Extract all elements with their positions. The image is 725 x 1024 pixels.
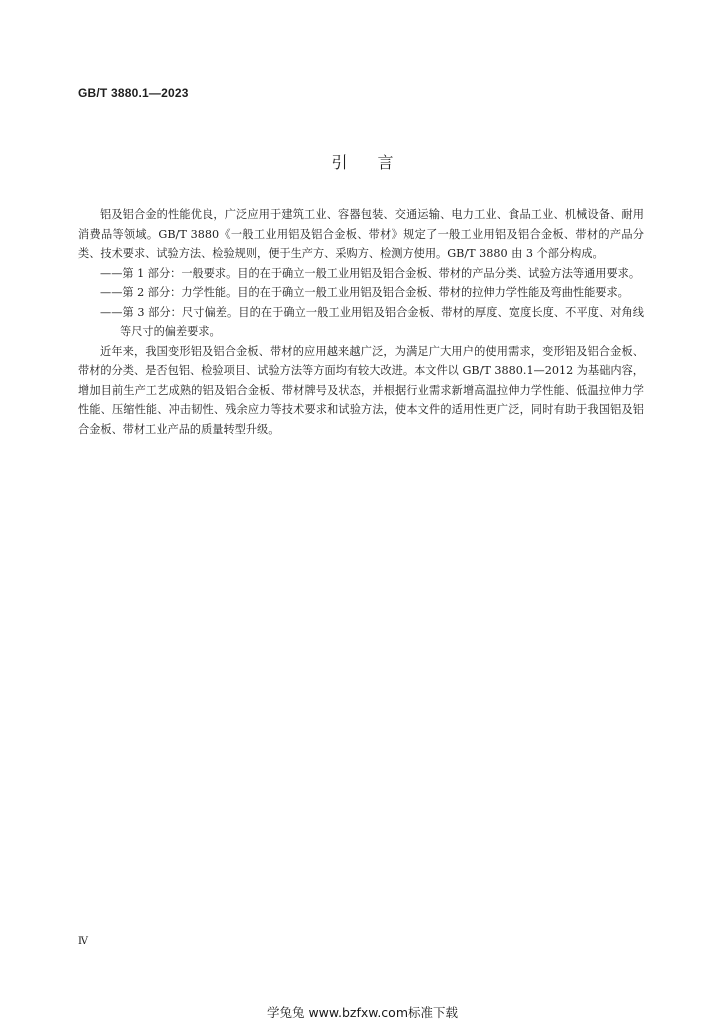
part-list-item: ——第 3 部分：尺寸偏差。目的在于确立一般工业用铝及铝合金板、带材的厚度、宽度长度、不平度、对角线等尺寸的偏差要求。: [100, 305, 644, 338]
page-number: Ⅳ: [78, 936, 88, 947]
introduction-body: [78, 205, 644, 439]
site-watermark: 学兔兔 www.bzfxw.com标准下载: [266, 1005, 458, 1020]
page-title: 引言: [331, 153, 424, 172]
part-list-item: ——第 1 部分：一般要求。目的在于确立一般工业用铝及铝合金板、带材的产品分类、试验方法等通用要求。: [100, 266, 641, 280]
standard-code: GB/T 3880.1—2023: [78, 86, 189, 100]
intro-paragraph: 铝及铝合金的性能优良，广泛应用于建筑工业、容器包装、交通运输、电力工业、食品工业、机械设备、耐用消费品等领域。GB/T 3880《一般工业用铝及铝合金板、带材》规定了一般工业用铝及铝合金板、带材的产品分类、技术要求、试验方法、检验规则，便于生产方、采购方、检测方使用。GB/T 3880 由 3 个部分构成。: [78, 208, 644, 260]
part-list-item: ——第 2 部分：力学性能。目的在于确立一般工业用铝及铝合金板、带材的拉伸力学性能及弯曲性能要求。: [100, 286, 629, 299]
intro-paragraph: 近年来，我国变形铝及铝合金板、带材的应用越来越广泛，为满足广大用户的使用需求，变形铝及铝合金板、带材的分类、是否包铝、检验项目、试验方法等方面均有较大改进。本文件以 GB/T 3880.1—2012 为基础内容，增加目前生产工艺成熟的铝及铝合金板、带材牌号及状态，并根据行业需求新增高温拉伸力学性能、低温拉伸力学性能、压缩性能、冲击韧性、残余应力等技术要求和试验方法，使本文件的适用性更广泛，同时有助于我国铝及铝合金板、带材工业产品的质量转型升级。: [78, 344, 644, 436]
